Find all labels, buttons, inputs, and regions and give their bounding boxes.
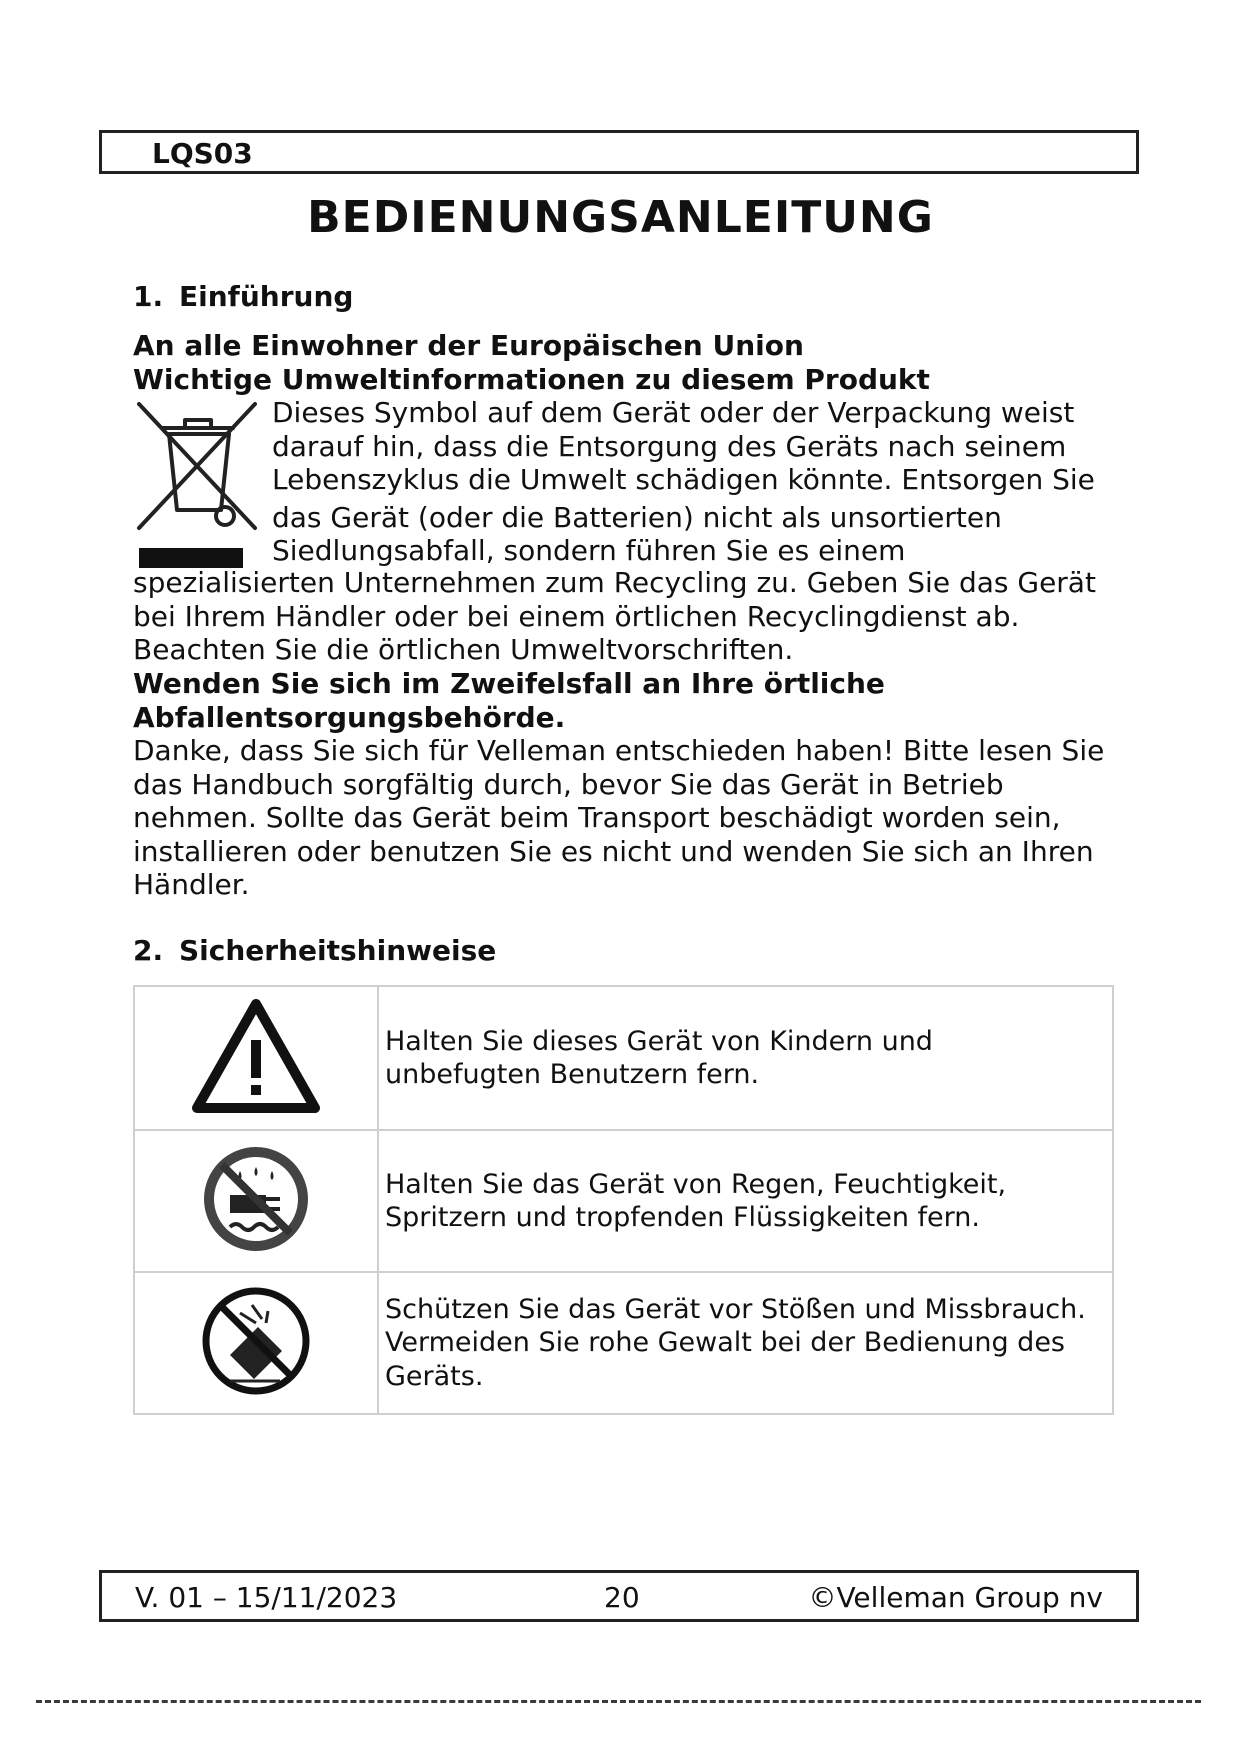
page-number: 20 — [604, 1581, 640, 1614]
eu-notice-heading — [133, 329, 930, 397]
text-line: Spritzern und tropfenden Flüssigkeiten fern. — [385, 1202, 980, 1233]
text-line: bei Ihrem Händler oder bei einem örtlichen Recyclingdienst ab. — [133, 599, 1020, 633]
text-line: Beachten Sie die örtlichen Umweltvorschriften. — [133, 633, 794, 666]
text-line: Schützen Sie das Gerät vor Stößen und Missbrauch. — [385, 1293, 1086, 1325]
text-line: Halten Sie dieses Gerät von Kindern und — [385, 1025, 933, 1057]
text-line: Halten Sie das Gerät von Regen, Feuchtigkeit, — [385, 1168, 1007, 1200]
recycling-paragraph — [133, 566, 1143, 667]
bold-line: Abfallentsorgungsbehörde. — [133, 701, 566, 734]
text-line: Händler. — [133, 868, 250, 901]
footer-box — [99, 1570, 1139, 1622]
thanks-paragraph — [133, 734, 1143, 902]
text-cell — [378, 1272, 1113, 1414]
text-line: Vermeiden Sie rohe Gewalt bei der Bedienung des — [385, 1327, 1065, 1359]
section-title: Sicherheitshinweise — [179, 934, 497, 967]
text-line: Dieses Symbol auf dem Gerät oder der Verpackung weist — [272, 396, 1075, 429]
text-line: spezialisierten Unternehmen zum Recycling zu. Geben Sie das Gerät — [133, 566, 1096, 599]
text-line: das Handbuch sorgfältig durch, bevor Sie das Gerät in Betrieb — [133, 767, 1004, 801]
no-impact-icon — [200, 1285, 312, 1397]
safety-table — [133, 985, 1114, 1415]
section-2-heading — [133, 934, 496, 968]
text-line: darauf hin, dass die Entsorgung des Geräts nach seinem — [272, 429, 1067, 463]
section-number: 1. — [133, 280, 164, 313]
bold-line: Wichtige Umweltinformationen zu diesem Produkt — [133, 363, 930, 396]
section-number: 2. — [133, 934, 164, 967]
table-row — [134, 1272, 1113, 1414]
bold-line: An alle Einwohner der Europäischen Union — [133, 329, 804, 362]
section-title: Einführung — [179, 280, 354, 313]
text-line: installieren oder benutzen Sie es nicht und wenden Sie sich an Ihren — [133, 834, 1094, 868]
version-date: V. 01 – 15/11/2023 — [135, 1581, 398, 1614]
copyright: ©Velleman Group nv — [808, 1581, 1103, 1614]
text-cell — [378, 986, 1113, 1130]
text-line: unbefugten Benutzern fern. — [385, 1059, 760, 1090]
text-line: nehmen. Sollte das Gerät beim Transport beschädigt worden sein, — [133, 801, 1061, 834]
icon-cell — [134, 1272, 378, 1414]
warning-triangle-icon — [191, 996, 321, 1116]
icon-cell — [134, 986, 378, 1130]
page-title: BEDIENUNGSANLEITUNG — [307, 192, 934, 243]
no-moisture-icon — [200, 1143, 312, 1255]
weee-description — [272, 396, 1132, 568]
text-line: Siedlungsabfall, sondern führen Sie es einem — [272, 534, 906, 567]
weee-crossed-bin-icon — [133, 398, 261, 576]
bold-line: Wenden Sie sich im Zweifelsfall an Ihre örtliche — [133, 667, 885, 700]
text-line: Lebenszyklus die Umwelt schädigen könnte. Entsorgen Sie — [272, 463, 1095, 496]
text-cell — [378, 1130, 1113, 1272]
model-number: LQS03 — [152, 137, 253, 170]
table-row — [134, 986, 1113, 1130]
text-line: das Gerät (oder die Batterien) nicht als unsortierten — [272, 500, 1002, 534]
table-row — [134, 1130, 1113, 1272]
section-1-heading — [133, 280, 353, 314]
text-line: Danke, dass Sie sich für Velleman entschieden haben! Bitte lesen Sie — [133, 734, 1105, 767]
scan-divider — [36, 1700, 1201, 1703]
text-line: Geräts. — [385, 1360, 484, 1392]
icon-cell — [134, 1130, 378, 1272]
disposal-warning — [133, 667, 885, 735]
header-box — [99, 130, 1139, 174]
